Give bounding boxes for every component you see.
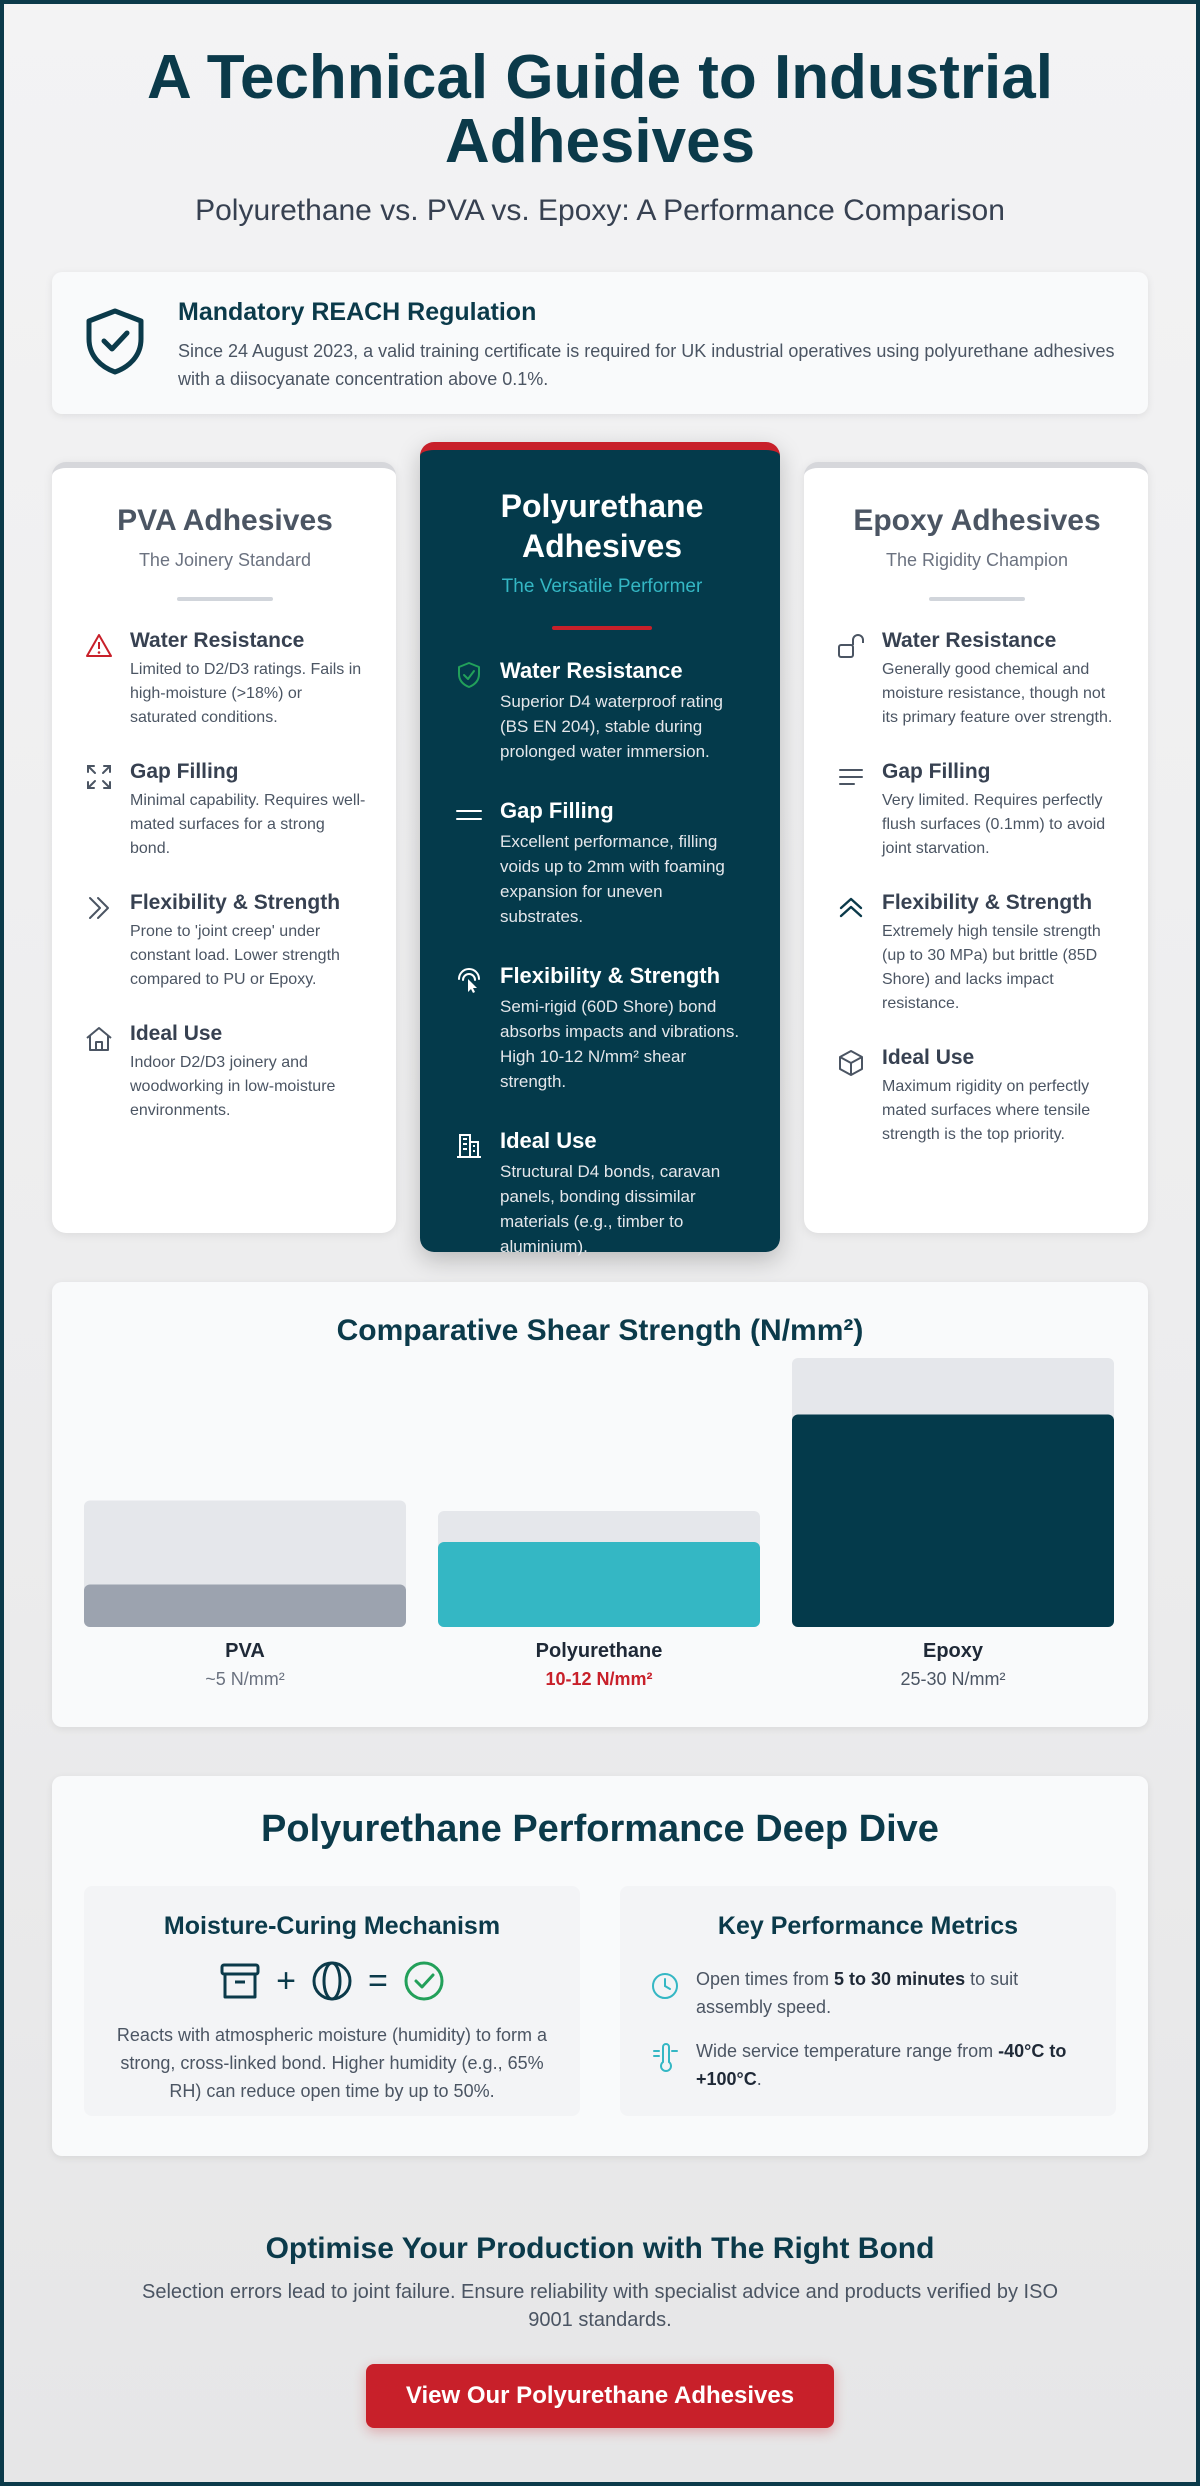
value-label: 25-30 N/mm²	[900, 1669, 1006, 1689]
deep-dive-title: Polyurethane Performance Deep Dive	[261, 1808, 939, 1850]
feature-title: Flexibility & Strength	[882, 891, 1093, 914]
divider	[929, 597, 1025, 601]
feature-title: Flexibility & Strength	[130, 891, 341, 914]
clock-icon	[650, 1971, 680, 2001]
feature-text: Generally good chemical and moisture resistance, though not its primary feature over strength.	[882, 661, 1113, 726]
metrics-panel	[620, 1886, 1116, 2116]
feature-item	[84, 760, 366, 861]
feature-item	[84, 629, 366, 730]
equals-lines-icon	[454, 800, 484, 830]
metric-item	[650, 2037, 1086, 2093]
reach-title: Mandatory REACH Regulation	[178, 298, 537, 326]
reach-notice	[52, 272, 1148, 414]
bar-polyurethane	[438, 1542, 760, 1627]
category-label: PVA	[225, 1640, 265, 1662]
bar-pva	[84, 1585, 406, 1628]
feature-text: Extremely high tensile strength (up to 30 MPa) but brittle (85D Shore) and lacks impact resistance.	[882, 923, 1101, 1012]
thermometer-icon	[650, 2043, 680, 2073]
polyurethane-card	[420, 442, 780, 1256]
cube-icon	[836, 1048, 866, 1078]
box-icon	[218, 1959, 262, 2003]
pu-tagline: The Versatile Performer	[501, 576, 703, 597]
epoxy-tagline: The Rigidity Champion	[885, 550, 1069, 570]
pu-title: Polyurethane Adhesives	[500, 488, 704, 564]
feature-item	[454, 1128, 750, 1259]
deep-dive-section	[52, 1776, 1148, 2156]
metric-item	[650, 1965, 1086, 2021]
curing-equation	[84, 1959, 580, 2003]
value-label: ~5 N/mm²	[205, 1669, 285, 1689]
pva-tagline: The Joinery Standard	[138, 550, 312, 570]
hero-section	[52, 43, 1148, 228]
pva-title: PVA Adhesives	[117, 504, 333, 537]
page-title: A Technical Guide to Industrial Adhesives	[147, 43, 1053, 176]
feature-text: Prone to 'joint creep' under constant load. Lower strength compared to PU or Epoxy.	[130, 923, 340, 988]
feature-title: Gap Filling	[882, 760, 991, 783]
feature-title: Gap Filling	[130, 760, 239, 783]
feature-item	[454, 963, 750, 1094]
text-lines-icon	[836, 762, 866, 792]
feature-text: Maximum rigidity on perfectly mated surfaces where tensile strength is the top priority.	[882, 1078, 1091, 1143]
shield-check-icon	[80, 306, 150, 376]
chart-plot	[52, 1282, 1148, 1727]
feature-text: Structural D4 bonds, caravan panels, bonding dissimilar materials (e.g., timber to aluminium).	[500, 1162, 721, 1256]
feature-title: Ideal Use	[130, 1022, 223, 1045]
plus-sign: +	[276, 1961, 296, 2000]
metric-text: Wide service temperature range from -40°C to +100°C.	[696, 2041, 1067, 2089]
feature-text: Very limited. Requires perfectly flush surfaces (0.1mm) to avoid joint starvation.	[882, 792, 1106, 857]
feature-item	[454, 658, 750, 764]
bar-epoxy	[792, 1415, 1114, 1628]
cta-text: Selection errors lead to joint failure. Ensure reliability with specialist advice and products verified by ISO 9001 standards.	[142, 2281, 1058, 2331]
unlock-icon	[836, 631, 866, 661]
building-icon	[454, 1130, 484, 1160]
metrics-title: Key Performance Metrics	[717, 1912, 1019, 1940]
feature-item	[84, 891, 366, 992]
feature-title: Water Resistance	[500, 658, 683, 683]
mechanism-title: Moisture-Curing Mechanism	[163, 1912, 501, 1940]
view-adhesives-button[interactable]: View Our Polyurethane Adhesives	[366, 2364, 834, 2428]
feature-text: Superior D4 waterproof rating (BS EN 204), stable during prolonged water immersion.	[500, 692, 724, 761]
feature-text: Indoor D2/D3 joinery and woodworking in low-moisture environments.	[130, 1054, 336, 1119]
double-chevron-up-icon	[836, 893, 866, 923]
feature-text: Limited to D2/D3 ratings. Fails in high-moisture (>18%) or saturated conditions.	[130, 661, 362, 726]
pva-card	[52, 462, 396, 1233]
metric-text: Open times from 5 to 30 minutes to suit assembly speed.	[696, 1969, 1019, 2017]
touch-waves-icon	[454, 965, 484, 995]
category-label: Epoxy	[922, 1640, 984, 1662]
warning-triangle-icon	[84, 631, 114, 661]
epoxy-card	[804, 462, 1148, 1233]
feature-item	[84, 1022, 366, 1123]
feature-text: Semi-rigid (60D Shore) bond absorbs impacts and vibrations. High 10-12 N/mm² shear strength.	[500, 997, 740, 1091]
feature-item	[836, 1046, 1118, 1147]
epoxy-title: Epoxy Adhesives	[853, 504, 1101, 537]
feature-title: Gap Filling	[500, 798, 614, 823]
feature-title: Ideal Use	[500, 1128, 597, 1153]
home-icon	[84, 1024, 114, 1054]
globe-icon	[310, 1959, 354, 2003]
mechanism-text: Reacts with atmospheric moisture (humidity) to form a strong, cross-linked bond. Higher humidity (e.g., 65% RH) can reduce open time by up to 50%.	[116, 2025, 548, 2101]
chart-title: Comparative Shear Strength (N/mm²)	[336, 1314, 864, 1347]
double-chevron-right-icon	[84, 893, 114, 923]
feature-title: Flexibility & Strength	[500, 963, 721, 988]
divider	[177, 597, 273, 601]
cta-section	[52, 2232, 1148, 2428]
feature-title: Water Resistance	[130, 629, 305, 652]
feature-item	[836, 629, 1118, 730]
feature-item	[836, 891, 1118, 1016]
value-label: 10-12 N/mm²	[545, 1669, 653, 1689]
cta-title: Optimise Your Production with The Right Bond	[265, 2232, 935, 2265]
mechanism-panel	[84, 1886, 580, 2116]
feature-text: Excellent performance, filling voids up to 2mm with foaming expansion for uneven substrates.	[500, 832, 725, 926]
shield-check-icon	[454, 660, 484, 690]
feature-text: Minimal capability. Requires well-mated surfaces for a strong bond.	[130, 792, 366, 857]
divider	[552, 626, 652, 630]
shear-strength-chart	[52, 1282, 1148, 1727]
reach-text: Since 24 August 2023, a valid training certificate is required for UK industrial operatives using polyurethane adhesives with a diisocyanate concentration above 0.1%.	[178, 341, 1115, 389]
equals-sign: =	[368, 1961, 388, 2000]
feature-item	[836, 760, 1118, 861]
feature-title: Water Resistance	[882, 629, 1057, 652]
page-subtitle: Polyurethane vs. PVA vs. Epoxy: A Performance Comparison	[195, 194, 1005, 227]
reach-content	[178, 298, 1120, 393]
check-circle-icon	[402, 1959, 446, 2003]
feature-title: Ideal Use	[882, 1046, 975, 1069]
feature-item	[454, 798, 750, 929]
category-label: Polyurethane	[535, 1640, 663, 1662]
expand-arrows-icon	[84, 762, 114, 792]
